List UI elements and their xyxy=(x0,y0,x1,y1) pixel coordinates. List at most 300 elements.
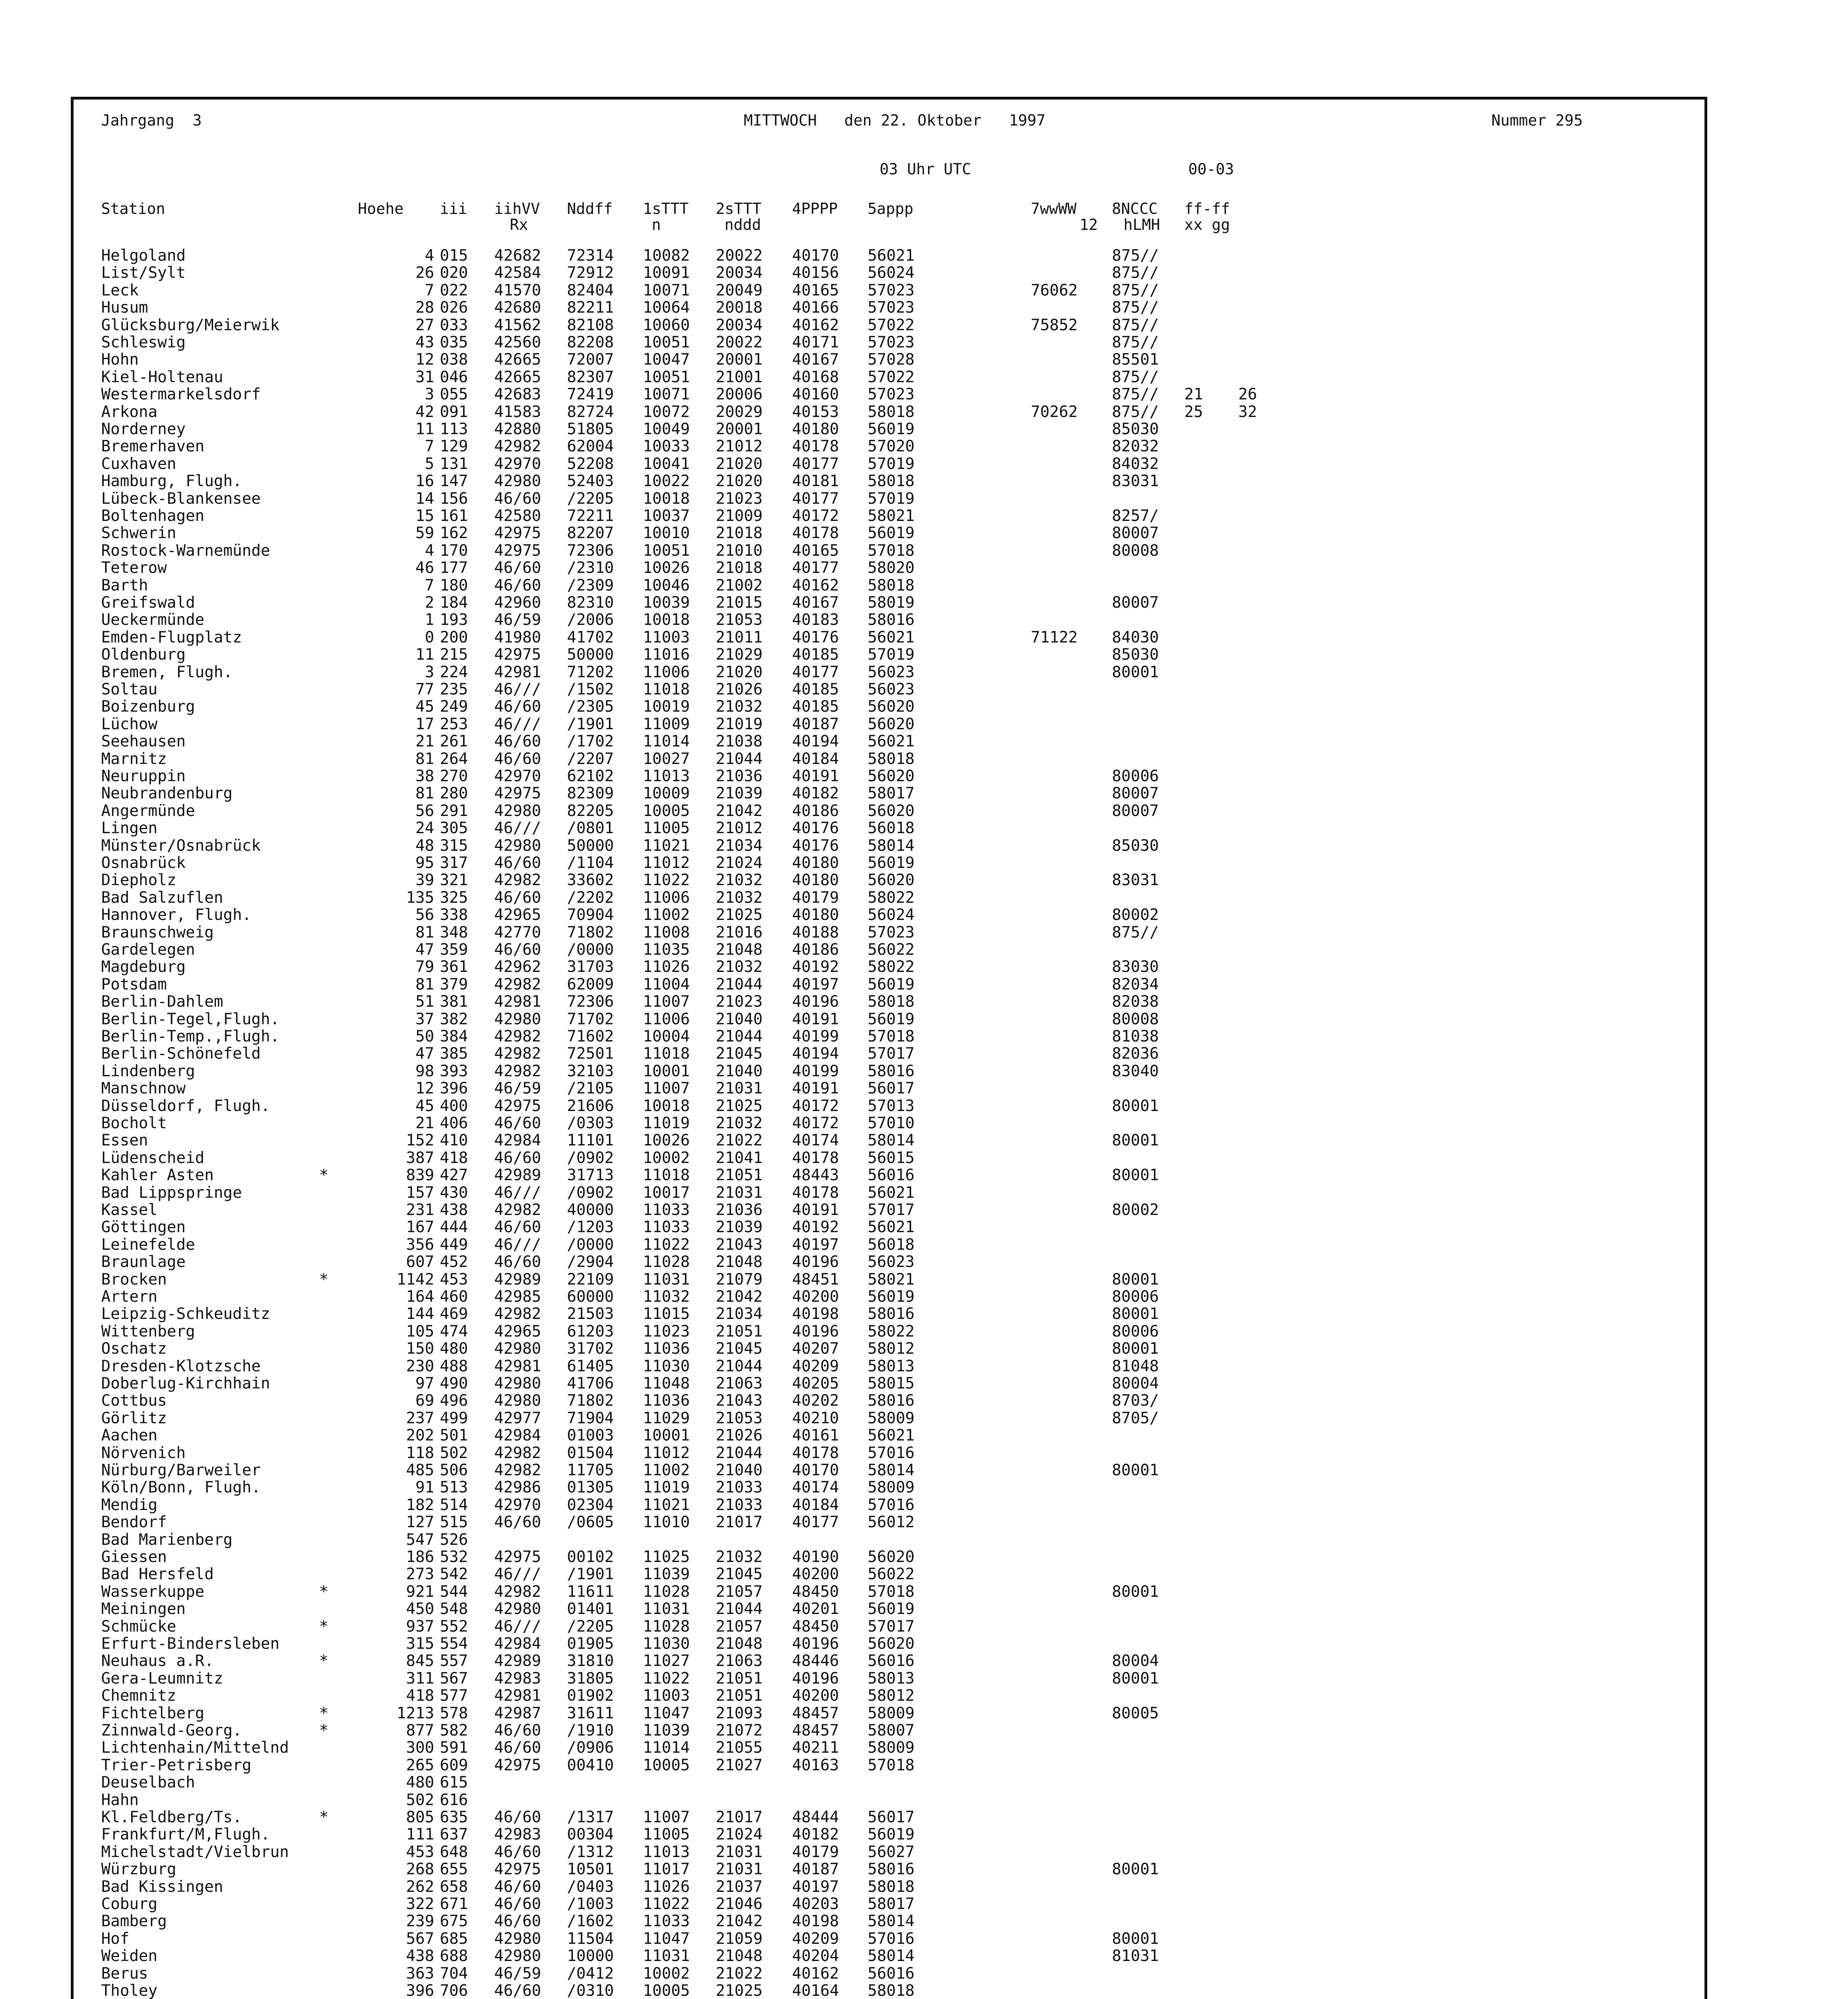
cell-g2: 33602 xyxy=(567,871,614,890)
cell-cl: 83030 xyxy=(1112,958,1159,976)
col-ff: ff-ff xyxy=(1184,200,1230,217)
cell-hoehe: 43 xyxy=(415,333,434,351)
cell-star: * xyxy=(319,1808,329,1826)
cell-g5: 40176 xyxy=(792,819,839,838)
cell-g5: 40182 xyxy=(792,784,839,803)
cell-g1: 42982 xyxy=(494,1062,541,1080)
cell-hoehe: 265 xyxy=(406,1756,434,1774)
cell-g5: 40174 xyxy=(792,1478,839,1497)
cell-iii: 393 xyxy=(440,1062,468,1080)
cell-g3: 11018 xyxy=(643,1045,690,1063)
cell-g3: 10005 xyxy=(643,802,690,820)
cell-g3: 11033 xyxy=(643,1201,690,1219)
cell-name: Brocken xyxy=(101,1270,167,1289)
cell-name: Leipzig-Schkeuditz xyxy=(101,1305,270,1323)
cell-hoehe: 118 xyxy=(406,1444,434,1462)
cell-g1: 42880 xyxy=(494,420,541,438)
col-ww: 7wwWW xyxy=(1031,200,1077,217)
cell-g6: 57017 xyxy=(868,1617,915,1636)
cell-g5: 40177 xyxy=(792,663,839,681)
cell-g5: 40178 xyxy=(792,437,839,456)
cell-cl: 875// xyxy=(1112,264,1159,282)
cell-g4: 21043 xyxy=(716,1235,763,1254)
cell-hoehe: 24 xyxy=(415,819,434,838)
cell-hoehe: 150 xyxy=(406,1340,434,1358)
cell-g2: 51805 xyxy=(567,420,614,438)
cell-g6: 58021 xyxy=(868,1270,915,1289)
cell-iii: 325 xyxy=(440,888,468,907)
cell-name: Hohn xyxy=(101,351,139,369)
cell-name: Dresden-Klotzsche xyxy=(101,1357,261,1375)
cell-gg: 26 xyxy=(1238,385,1257,404)
cell-hoehe: 167 xyxy=(406,1218,434,1237)
cell-iii: 249 xyxy=(440,698,468,716)
cell-name: Meiningen xyxy=(101,1600,186,1618)
cell-hoehe: 937 xyxy=(406,1617,434,1636)
col-g1: iihVV xyxy=(494,200,540,217)
cell-g4: 21033 xyxy=(716,1478,763,1497)
cell-g5: 40199 xyxy=(792,1062,839,1080)
cell-name: Trier-Petrisberg xyxy=(101,1756,251,1774)
cell-g4: 21039 xyxy=(716,1218,763,1237)
cell-iii: 460 xyxy=(440,1288,468,1306)
cell-iii: 577 xyxy=(440,1687,468,1705)
cell-g6: 56017 xyxy=(868,1079,915,1098)
cell-g2: 82404 xyxy=(567,281,614,299)
cell-g6: 58014 xyxy=(868,1947,915,1965)
cell-hoehe: 12 xyxy=(415,1079,434,1098)
cell-g2: /1901 xyxy=(567,1565,614,1584)
cell-name: Lübeck-Blankensee xyxy=(101,489,261,508)
cell-g5: 40164 xyxy=(792,1982,839,1999)
cell-g6: 57016 xyxy=(868,1444,915,1462)
cell-hoehe: 438 xyxy=(406,1947,434,1965)
cell-g6: 56021 xyxy=(868,628,915,646)
cell-g2: 72007 xyxy=(567,351,614,369)
cell-g1: 42981 xyxy=(494,993,541,1011)
cell-g5: 48443 xyxy=(792,1166,839,1185)
cell-name: Bad Lippspringe xyxy=(101,1183,242,1202)
cell-g6: 58018 xyxy=(868,993,915,1011)
cell-hoehe: 98 xyxy=(415,1062,434,1080)
cell-hoehe: 56 xyxy=(415,802,434,820)
cell-g3: 11033 xyxy=(643,1912,690,1931)
cell-g3: 11036 xyxy=(643,1392,690,1410)
cell-name: Chemnitz xyxy=(101,1687,176,1705)
cell-g6: 57016 xyxy=(868,1496,915,1514)
cell-g6: 56022 xyxy=(868,1565,915,1584)
cell-iii: 147 xyxy=(440,472,468,491)
cell-g4: 21012 xyxy=(716,819,763,838)
cell-g3: 11007 xyxy=(643,993,690,1011)
cell-g3: 10017 xyxy=(643,1183,690,1202)
cell-g4: 20034 xyxy=(716,264,763,282)
cell-iii: 526 xyxy=(440,1530,468,1549)
cell-g6: 56020 xyxy=(868,802,915,820)
col-hoehe: Hoehe xyxy=(358,200,404,217)
cell-g5: 40200 xyxy=(792,1687,839,1705)
cell-hoehe: 164 xyxy=(406,1288,434,1306)
cell-g2: 70904 xyxy=(567,906,614,924)
cell-g6: 56023 xyxy=(868,1253,915,1271)
cell-g6: 58018 xyxy=(868,576,915,595)
cell-name: Hof xyxy=(101,1929,130,1948)
cell-g2: 21606 xyxy=(567,1097,614,1115)
cell-g4: 21011 xyxy=(716,628,763,646)
cell-iii: 215 xyxy=(440,646,468,664)
cell-g1: 42984 xyxy=(494,1426,541,1445)
cell-g1: 42984 xyxy=(494,1131,541,1150)
cell-g4: 20001 xyxy=(716,420,763,438)
cell-g5: 40186 xyxy=(792,802,839,820)
cell-g5: 40176 xyxy=(792,836,839,855)
cell-g6: 58009 xyxy=(868,1739,915,1757)
cell-iii: 532 xyxy=(440,1548,468,1566)
cell-g2: /2309 xyxy=(567,576,614,595)
cell-g1: 42962 xyxy=(494,958,541,976)
cell-cl: 80008 xyxy=(1112,1010,1159,1028)
cell-iii: 557 xyxy=(440,1652,468,1670)
cell-g3: 10051 xyxy=(643,333,690,351)
cell-iii: 406 xyxy=(440,1114,468,1132)
cell-g6: 56027 xyxy=(868,1843,915,1861)
cell-g1: 42975 xyxy=(494,646,541,664)
cell-name: Hannover, Flugh. xyxy=(101,906,251,924)
cell-g6: 58014 xyxy=(868,1461,915,1479)
cell-name: Mendig xyxy=(101,1496,158,1514)
cell-hoehe: 42 xyxy=(415,403,434,421)
cell-iii: 616 xyxy=(440,1791,468,1809)
cell-g6: 56016 xyxy=(868,1652,915,1670)
cell-name: Kl.Feldberg/Ts. xyxy=(101,1808,242,1826)
cell-g1: 42970 xyxy=(494,455,541,473)
cell-g3: 11035 xyxy=(643,941,690,959)
cell-g6: 56019 xyxy=(868,1825,915,1844)
cell-g4: 20022 xyxy=(716,333,763,351)
cell-cl: 875// xyxy=(1112,316,1159,334)
cell-g5: 40153 xyxy=(792,403,839,421)
cell-g2: 62009 xyxy=(567,975,614,994)
cell-g2: 01504 xyxy=(567,1444,614,1462)
cell-g1: 42983 xyxy=(494,1825,541,1844)
cell-g2: 72419 xyxy=(567,385,614,404)
cell-iii: 261 xyxy=(440,732,468,751)
col-g5: 4PPPP xyxy=(792,200,838,217)
cell-g4: 21039 xyxy=(716,784,763,803)
cell-g3: 10047 xyxy=(643,351,690,369)
cell-hoehe: 396 xyxy=(406,1982,434,1999)
col-g3b: n xyxy=(652,216,661,233)
cell-cl: 80001 xyxy=(1112,1166,1159,1185)
cell-hoehe: 48 xyxy=(415,836,434,855)
cell-g3: 11003 xyxy=(643,1687,690,1705)
cell-g3: 10091 xyxy=(643,264,690,282)
cell-iii: 578 xyxy=(440,1704,468,1722)
cell-hoehe: 450 xyxy=(406,1600,434,1618)
cell-g2: 82207 xyxy=(567,524,614,543)
cell-iii: 480 xyxy=(440,1340,468,1358)
cell-iii: 317 xyxy=(440,854,468,872)
cell-hoehe: 38 xyxy=(415,767,434,785)
cell-g1: 42985 xyxy=(494,1288,541,1306)
cell-g4: 21040 xyxy=(716,1062,763,1080)
cell-hoehe: 202 xyxy=(406,1426,434,1445)
cell-hoehe: 39 xyxy=(415,871,434,890)
cell-hoehe: 273 xyxy=(406,1565,434,1584)
cell-cl: 80007 xyxy=(1112,524,1159,543)
cell-g4: 20022 xyxy=(716,247,763,265)
col-g4b: nddd xyxy=(724,216,761,233)
cell-iii: 184 xyxy=(440,594,468,612)
cell-g2: 82211 xyxy=(567,299,614,317)
cell-iii: 548 xyxy=(440,1600,468,1618)
cell-iii: 156 xyxy=(440,489,468,508)
cell-g5: 40197 xyxy=(792,1235,839,1254)
cell-hoehe: 4 xyxy=(425,247,434,265)
cell-name: Berlin-Temp.,Flugh. xyxy=(101,1027,280,1045)
cell-g5: 40177 xyxy=(792,1513,839,1532)
cell-g3: 10002 xyxy=(643,1964,690,1983)
cell-name: Aachen xyxy=(101,1426,158,1445)
cell-name: Braunschweig xyxy=(101,923,214,942)
cell-gg: 32 xyxy=(1238,403,1257,421)
cell-g6: 58018 xyxy=(868,1877,915,1896)
cell-hoehe: 69 xyxy=(415,1392,434,1410)
cell-g6: 57019 xyxy=(868,455,915,473)
cell-g4: 21017 xyxy=(716,1513,763,1532)
cell-g5: 40192 xyxy=(792,1218,839,1237)
cell-g2: 41706 xyxy=(567,1375,614,1393)
cell-g3: 11021 xyxy=(643,1496,690,1514)
cell-iii: 270 xyxy=(440,767,468,785)
cell-g6: 58016 xyxy=(868,1305,915,1323)
cell-cl: 80006 xyxy=(1112,767,1159,785)
cell-g5: 48451 xyxy=(792,1270,839,1289)
cell-cl: 83040 xyxy=(1112,1062,1159,1080)
cell-g5: 40180 xyxy=(792,906,839,924)
cell-g2: 11504 xyxy=(567,1929,614,1948)
cell-g2: /2105 xyxy=(567,1079,614,1098)
cell-hoehe: 3 xyxy=(425,663,434,681)
cell-g1: 46/60 xyxy=(494,1912,541,1931)
cell-hoehe: 28 xyxy=(415,299,434,317)
cell-g2: 72211 xyxy=(567,507,614,525)
cell-g4: 20049 xyxy=(716,281,763,299)
cell-g3: 10051 xyxy=(643,368,690,386)
cell-g4: 20034 xyxy=(716,316,763,334)
cell-g4: 21029 xyxy=(716,646,763,664)
cell-g3: 11028 xyxy=(643,1617,690,1636)
cell-g6: 58007 xyxy=(868,1722,915,1740)
cell-hoehe: 97 xyxy=(415,1375,434,1393)
cell-name: Boizenburg xyxy=(101,698,195,716)
cell-cl: 80001 xyxy=(1112,1929,1159,1948)
cell-g4: 21037 xyxy=(716,1877,763,1896)
cell-cl: 80001 xyxy=(1112,1582,1159,1601)
cell-g1: 46/// xyxy=(494,715,541,733)
cell-cl: 80001 xyxy=(1112,1097,1159,1115)
cell-hoehe: 157 xyxy=(406,1183,434,1202)
issue-number: Nummer 295 xyxy=(1491,112,1583,129)
cell-g4: 21020 xyxy=(716,472,763,491)
cell-g5: 40185 xyxy=(792,646,839,664)
cell-name: Leck xyxy=(101,281,139,299)
cell-g1: 42682 xyxy=(494,247,541,265)
cell-hoehe: 81 xyxy=(415,923,434,942)
cell-hoehe: 315 xyxy=(406,1635,434,1653)
cell-g1: 42683 xyxy=(494,385,541,404)
cell-name: Teterow xyxy=(101,559,167,577)
cell-name: Deuselbach xyxy=(101,1774,195,1792)
cell-g6: 58018 xyxy=(868,403,915,421)
cell-g2: 01401 xyxy=(567,1600,614,1618)
cell-iii: 438 xyxy=(440,1201,468,1219)
cell-iii: 200 xyxy=(440,628,468,646)
cell-g1: 46/60 xyxy=(494,1895,541,1913)
cell-g1: 42982 xyxy=(494,1461,541,1479)
cell-hoehe: 152 xyxy=(406,1131,434,1150)
cell-g1: 42982 xyxy=(494,1045,541,1063)
cell-g3: 11047 xyxy=(643,1929,690,1948)
cell-g4: 21057 xyxy=(716,1582,763,1601)
cell-g4: 21025 xyxy=(716,1097,763,1115)
cell-g4: 21053 xyxy=(716,1409,763,1427)
cell-iii: 291 xyxy=(440,802,468,820)
cell-ww: 70262 xyxy=(1031,403,1078,421)
cell-g2: 31805 xyxy=(567,1669,614,1688)
cell-g5: 40172 xyxy=(792,1114,839,1132)
cell-hoehe: 0 xyxy=(425,628,434,646)
cell-g3: 11006 xyxy=(643,888,690,907)
cell-name: Gardelegen xyxy=(101,941,195,959)
cell-g1: 46/59 xyxy=(494,1079,541,1098)
cell-g1: 46/// xyxy=(494,1565,541,1584)
cell-hoehe: 182 xyxy=(406,1496,434,1514)
cell-hoehe: 11 xyxy=(415,646,434,664)
cell-name: Wittenberg xyxy=(101,1322,195,1341)
cell-hoehe: 1213 xyxy=(397,1704,434,1722)
col-iii: iii xyxy=(440,200,467,217)
cell-hoehe: 59 xyxy=(415,524,434,543)
cell-name: Schmücke xyxy=(101,1617,176,1636)
cell-name: Rostock-Warnemünde xyxy=(101,541,270,560)
cell-g2: 62004 xyxy=(567,437,614,456)
cell-g3: 11039 xyxy=(643,1722,690,1740)
cell-iii: 591 xyxy=(440,1739,468,1757)
cell-g5: 48444 xyxy=(792,1808,839,1826)
cell-g4: 21043 xyxy=(716,1392,763,1410)
cell-g3: 11032 xyxy=(643,1288,690,1306)
cell-g5: 40202 xyxy=(792,1392,839,1410)
cell-g5: 40179 xyxy=(792,888,839,907)
cell-g5: 40199 xyxy=(792,1027,839,1045)
cell-g6: 58009 xyxy=(868,1409,915,1427)
cell-g3: 11022 xyxy=(643,871,690,890)
cell-g2: 61405 xyxy=(567,1357,614,1375)
cell-g6: 56019 xyxy=(868,1600,915,1618)
cell-g1: 42960 xyxy=(494,594,541,612)
cell-hoehe: 547 xyxy=(406,1530,434,1549)
cell-iii: 361 xyxy=(440,958,468,976)
cell-g2: 40000 xyxy=(567,1201,614,1219)
cell-g6: 56019 xyxy=(868,524,915,543)
cell-g2: /2207 xyxy=(567,750,614,768)
cell-g1: 42980 xyxy=(494,1010,541,1028)
cell-iii: 400 xyxy=(440,1097,468,1115)
cell-g6: 57022 xyxy=(868,316,915,334)
cell-iii: 452 xyxy=(440,1253,468,1271)
cell-g2: /1602 xyxy=(567,1912,614,1931)
cell-iii: 655 xyxy=(440,1860,468,1879)
cell-g2: /0310 xyxy=(567,1982,614,1999)
obs-time: 03 Uhr UTC xyxy=(880,160,971,178)
cell-name: Essen xyxy=(101,1131,148,1150)
cell-g3: 11013 xyxy=(643,767,690,785)
cell-iii: 567 xyxy=(440,1669,468,1688)
cell-iii: 033 xyxy=(440,316,468,334)
cell-name: Lindenberg xyxy=(101,1062,195,1080)
cell-star: * xyxy=(319,1582,329,1601)
cell-g3: 10041 xyxy=(643,455,690,473)
cell-name: Frankfurt/M,Flugh. xyxy=(101,1825,270,1844)
cell-g2: 10501 xyxy=(567,1860,614,1879)
cell-iii: 385 xyxy=(440,1045,468,1063)
cell-g1: 42982 xyxy=(494,975,541,994)
cell-g1: 42981 xyxy=(494,663,541,681)
cell-hoehe: 845 xyxy=(406,1652,434,1670)
cell-name: Berus xyxy=(101,1964,148,1983)
cell-g3: 10071 xyxy=(643,281,690,299)
cell-g5: 40187 xyxy=(792,715,839,733)
cell-g3: 11039 xyxy=(643,1565,690,1584)
cell-g3: 10018 xyxy=(643,489,690,508)
cell-name: Giessen xyxy=(101,1548,167,1566)
cell-g3: 10005 xyxy=(643,1756,690,1774)
cell-g2: 72306 xyxy=(567,993,614,1011)
cell-g2: 10000 xyxy=(567,1947,614,1965)
cell-g3: 10064 xyxy=(643,299,690,317)
cell-g5: 40196 xyxy=(792,993,839,1011)
cell-g6: 56021 xyxy=(868,247,915,265)
cell-hoehe: 268 xyxy=(406,1860,434,1879)
cell-name: Emden-Flugplatz xyxy=(101,628,242,646)
cell-g5: 40168 xyxy=(792,368,839,386)
cell-g1: 42975 xyxy=(494,1756,541,1774)
cell-g2: /0902 xyxy=(567,1183,614,1202)
cell-g1: 42980 xyxy=(494,1947,541,1965)
cell-name: Bad Hersfeld xyxy=(101,1565,214,1584)
cell-hoehe: 7 xyxy=(425,576,434,595)
cell-g1: 41570 xyxy=(494,281,541,299)
cell-iii: 131 xyxy=(440,455,468,473)
cell-g3: 10026 xyxy=(643,1131,690,1150)
cell-g2: 72306 xyxy=(567,541,614,560)
cell-g6: 58016 xyxy=(868,1860,915,1879)
cell-g6: 58013 xyxy=(868,1669,915,1688)
cell-g6: 58017 xyxy=(868,1895,915,1913)
cell-iii: 015 xyxy=(440,247,468,265)
cell-g1: 42977 xyxy=(494,1409,541,1427)
cell-iii: 637 xyxy=(440,1825,468,1844)
cell-g5: 40181 xyxy=(792,472,839,491)
cell-name: Düsseldorf, Flugh. xyxy=(101,1097,270,1115)
cell-g3: 10072 xyxy=(643,403,690,421)
cell-g3: 11006 xyxy=(643,1010,690,1028)
cell-iii: 113 xyxy=(440,420,468,438)
cell-g2: 71602 xyxy=(567,1027,614,1045)
cell-name: Bendorf xyxy=(101,1513,167,1532)
cell-name: Zinnwald-Georg. xyxy=(101,1722,242,1740)
